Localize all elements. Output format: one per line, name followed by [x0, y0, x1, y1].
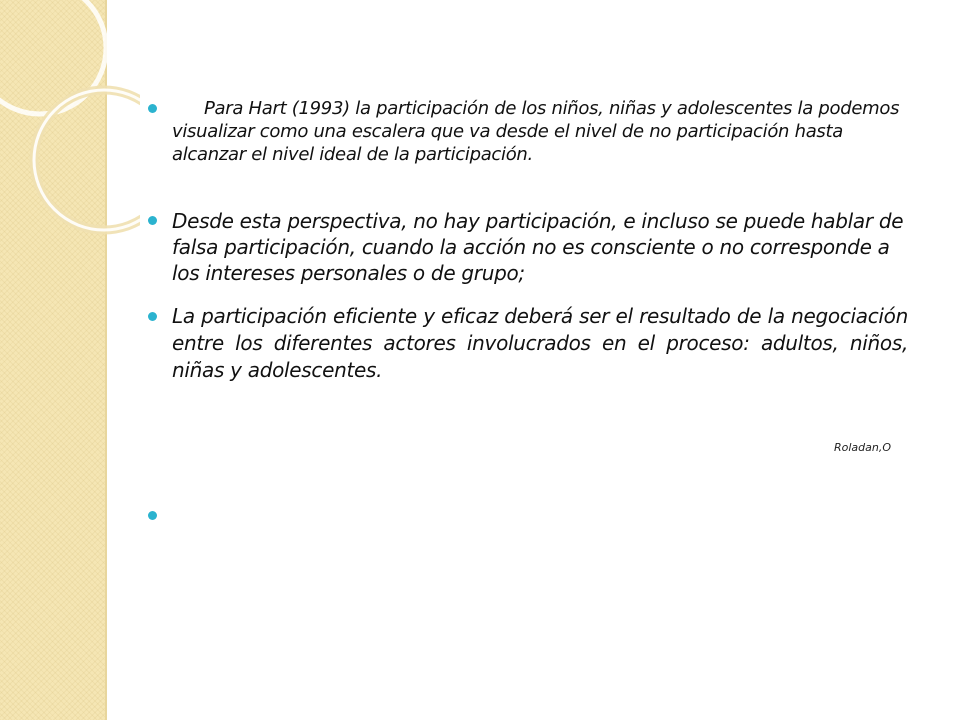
paragraph-hart: Para Hart (1993) la participación de los niños, niñas y adolescentes la podemos visualizar como una escalera que va desde el nivel de no participación hasta alcanzar el nivel ideal de la participación.: [172, 98, 900, 165]
decorative-ring-medium: [34, 90, 140, 230]
empty-bullet-icon: [148, 511, 157, 520]
bullet-icon: [148, 104, 157, 113]
slide-body: [148, 97, 908, 384]
bullet-item-participacion-eficiente: [148, 303, 908, 384]
bullet-icon: [148, 312, 157, 321]
paragraph-perspectiva: Desde esta perspectiva, no hay participación, e incluso se puede hablar de falsa participación, cuando la acción no es consciente o no corresponde a los intereses personales o de grupo;: [172, 209, 904, 285]
bullet-icon: [148, 216, 157, 225]
decorative-rings: [0, 0, 140, 260]
paragraph-participacion-eficiente: La participación eficiente y eficaz deberá ser el resultado de la negociación entre los diferentes actores involucrados en el proceso: adultos, niños, niñas y adolescentes.: [172, 304, 908, 382]
decorative-ring-large: [0, 0, 106, 114]
citation: Roladan,O: [834, 441, 892, 454]
bullet-item-perspectiva: [148, 208, 908, 286]
bullet-item-hart: [148, 97, 908, 166]
